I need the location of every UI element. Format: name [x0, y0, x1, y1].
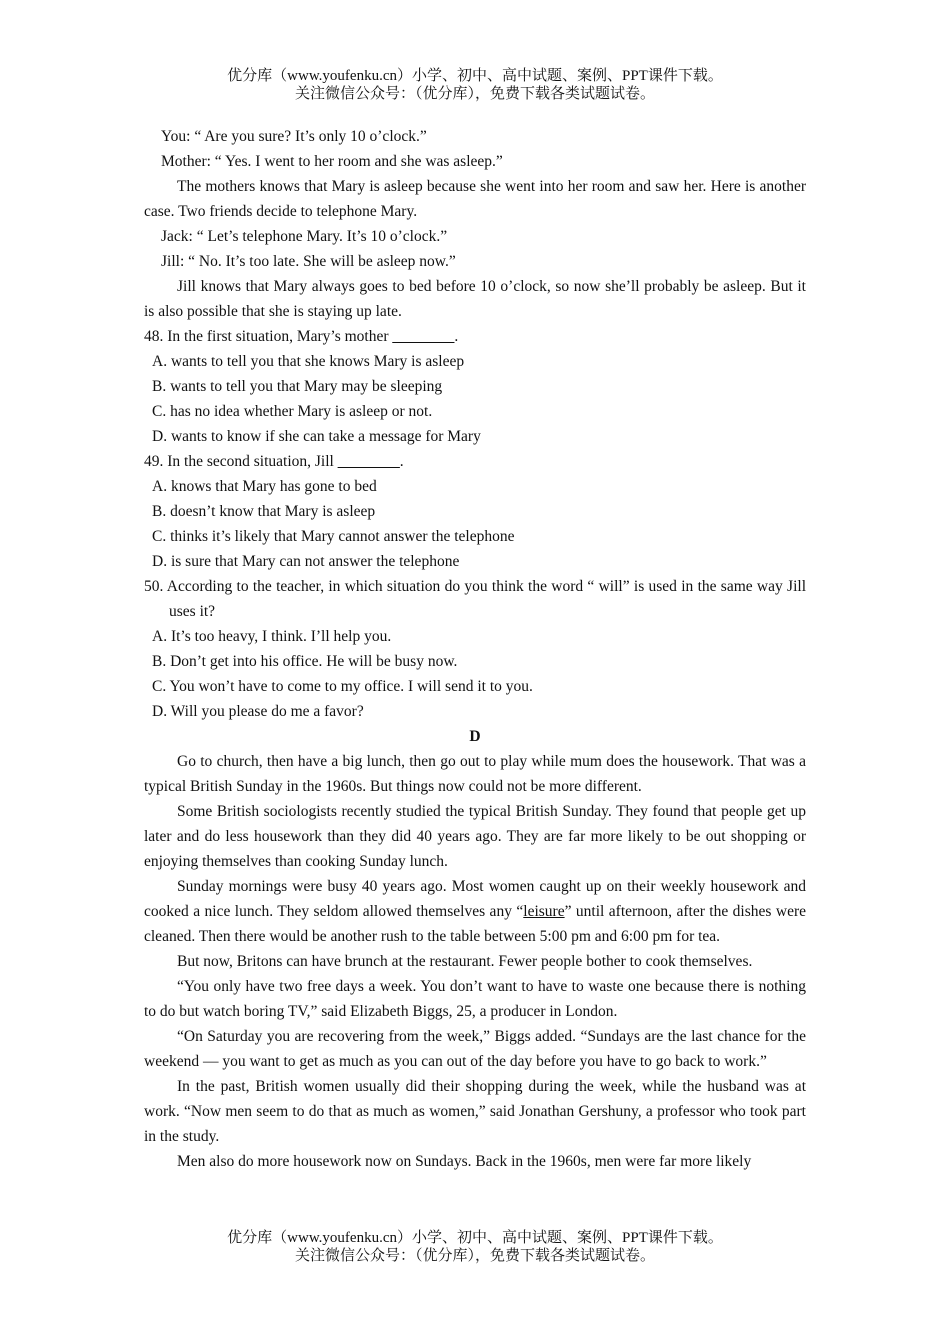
option-b: B. doesn’t know that Mary is asleep [152, 503, 376, 520]
question-end: . [454, 328, 459, 345]
paragraph: “On Saturday you are recovering from the week,” Biggs added. “Sundays are the last chance for the weekend — you want to get as much as you can out of the day before you have to go back to work.” [144, 1028, 806, 1070]
option-d: D. Will you please do me a favor? [152, 703, 364, 720]
paragraph [144, 874, 806, 949]
paragraph: In the past, British women usually did their shopping during the week, while the husband was at work. “Now men seem to do that as much as women,” said Jonathan Gershuny, a professor who took part in the study. [144, 1078, 806, 1145]
option-b: B. Don’t get into his office. He will be busy now. [152, 653, 458, 670]
question-50: 50. According to the teacher, in which situation do you think the word “ will” is used in the same way Jill uses it? [144, 578, 806, 620]
paragraph: Jill knows that Mary always goes to bed before 10 o’clock, so now she’ll probably be asleep. But it is also possible that she is staying up late. [144, 278, 806, 320]
option-a: A. wants to tell you that she knows Mary is asleep [152, 353, 465, 370]
answer-blank: ________ [337, 453, 400, 470]
paragraph: Some British sociologists recently studied the typical British Sunday. They found that people get up later and do less housework than they did 40 years ago. They are far more likely to be out shopping or enjoying themselves than cooking Sunday lunch. [144, 803, 806, 870]
section-title: D [469, 728, 481, 745]
paragraph: Go to church, then have a big lunch, then go out to play while mum does the housework. That was a typical British Sunday in the 1960s. But things now could not be more different. [144, 753, 806, 795]
option-a: A. knows that Mary has gone to bed [152, 478, 377, 495]
option-d: D. wants to know if she can take a message for Mary [152, 428, 481, 445]
header-line-2: 关注微信公众号：（优分库），免费下载各类试题试卷。 [294, 86, 655, 102]
paragraph: The mothers knows that Mary is asleep because she went into her room and saw her. Here is another case. Two friends decide to telephone Mary. [144, 178, 806, 220]
page-header [0, 67, 950, 103]
underlined-word: leisure [523, 903, 565, 920]
question-stem: 48. In the first situation, Mary’s mother [144, 328, 393, 345]
dialog-line: Jack: “ Let’s telephone Mary. It’s 10 o’clock.” [161, 228, 448, 245]
question-stem: 49. In the second situation, Jill [144, 453, 338, 470]
paragraph: But now, Britons can have brunch at the restaurant. Fewer people bother to cook themselves. [177, 953, 753, 970]
option-c: C. You won’t have to come to my office. I will send it to you. [152, 678, 533, 695]
option-c: C. has no idea whether Mary is asleep or not. [152, 403, 433, 420]
header-line-1: 优分库（www.youfenku.cn）小学、初中、高中试题、案例、PPT课件下载。 [227, 68, 723, 84]
dialog-line: You: “ Are you sure? It’s only 10 o’clock.” [161, 128, 427, 145]
document-body [144, 124, 806, 1174]
option-a: A. It’s too heavy, I think. I’ll help you. [152, 628, 392, 645]
question-49 [144, 449, 806, 474]
option-c: C. thinks it’s likely that Mary cannot answer the telephone [152, 528, 515, 545]
dialog-line: Jill: “ No. It’s too late. She will be asleep now.” [161, 253, 456, 270]
paragraph: “You only have two free days a week. You don’t want to have to waste one because there is nothing to do but watch boring TV,” said Elizabeth Biggs, 25, a producer in London. [144, 978, 806, 1020]
footer-line-1: 优分库（www.youfenku.cn）小学、初中、高中试题、案例、PPT课件下载。 [227, 1230, 723, 1246]
page-footer [0, 1229, 950, 1265]
dialog-line: Mother: “ Yes. I went to her room and she was asleep.” [161, 153, 503, 170]
option-b: B. wants to tell you that Mary may be sleeping [152, 378, 443, 395]
option-d: D. is sure that Mary can not answer the telephone [152, 553, 460, 570]
paragraph-text: Sunday mornings were busy 40 years ago. Most women caught up on their weekly housework and cooked a nice lunch. They seldom allowed themselves any “ [144, 878, 806, 920]
paragraph: Men also do more housework now on Sundays. Back in the 1960s, men were far more likely [177, 1153, 752, 1170]
answer-blank: ________ [392, 328, 455, 345]
question-48 [144, 324, 806, 349]
paragraph-text: ” until afternoon, after the dishes were cleaned. Then there would be another rush to the table between 5:00 pm and 6:00 pm for tea. [144, 903, 806, 945]
question-end: . [399, 453, 404, 470]
footer-line-2: 关注微信公众号：（优分库），免费下载各类试题试卷。 [294, 1248, 655, 1264]
